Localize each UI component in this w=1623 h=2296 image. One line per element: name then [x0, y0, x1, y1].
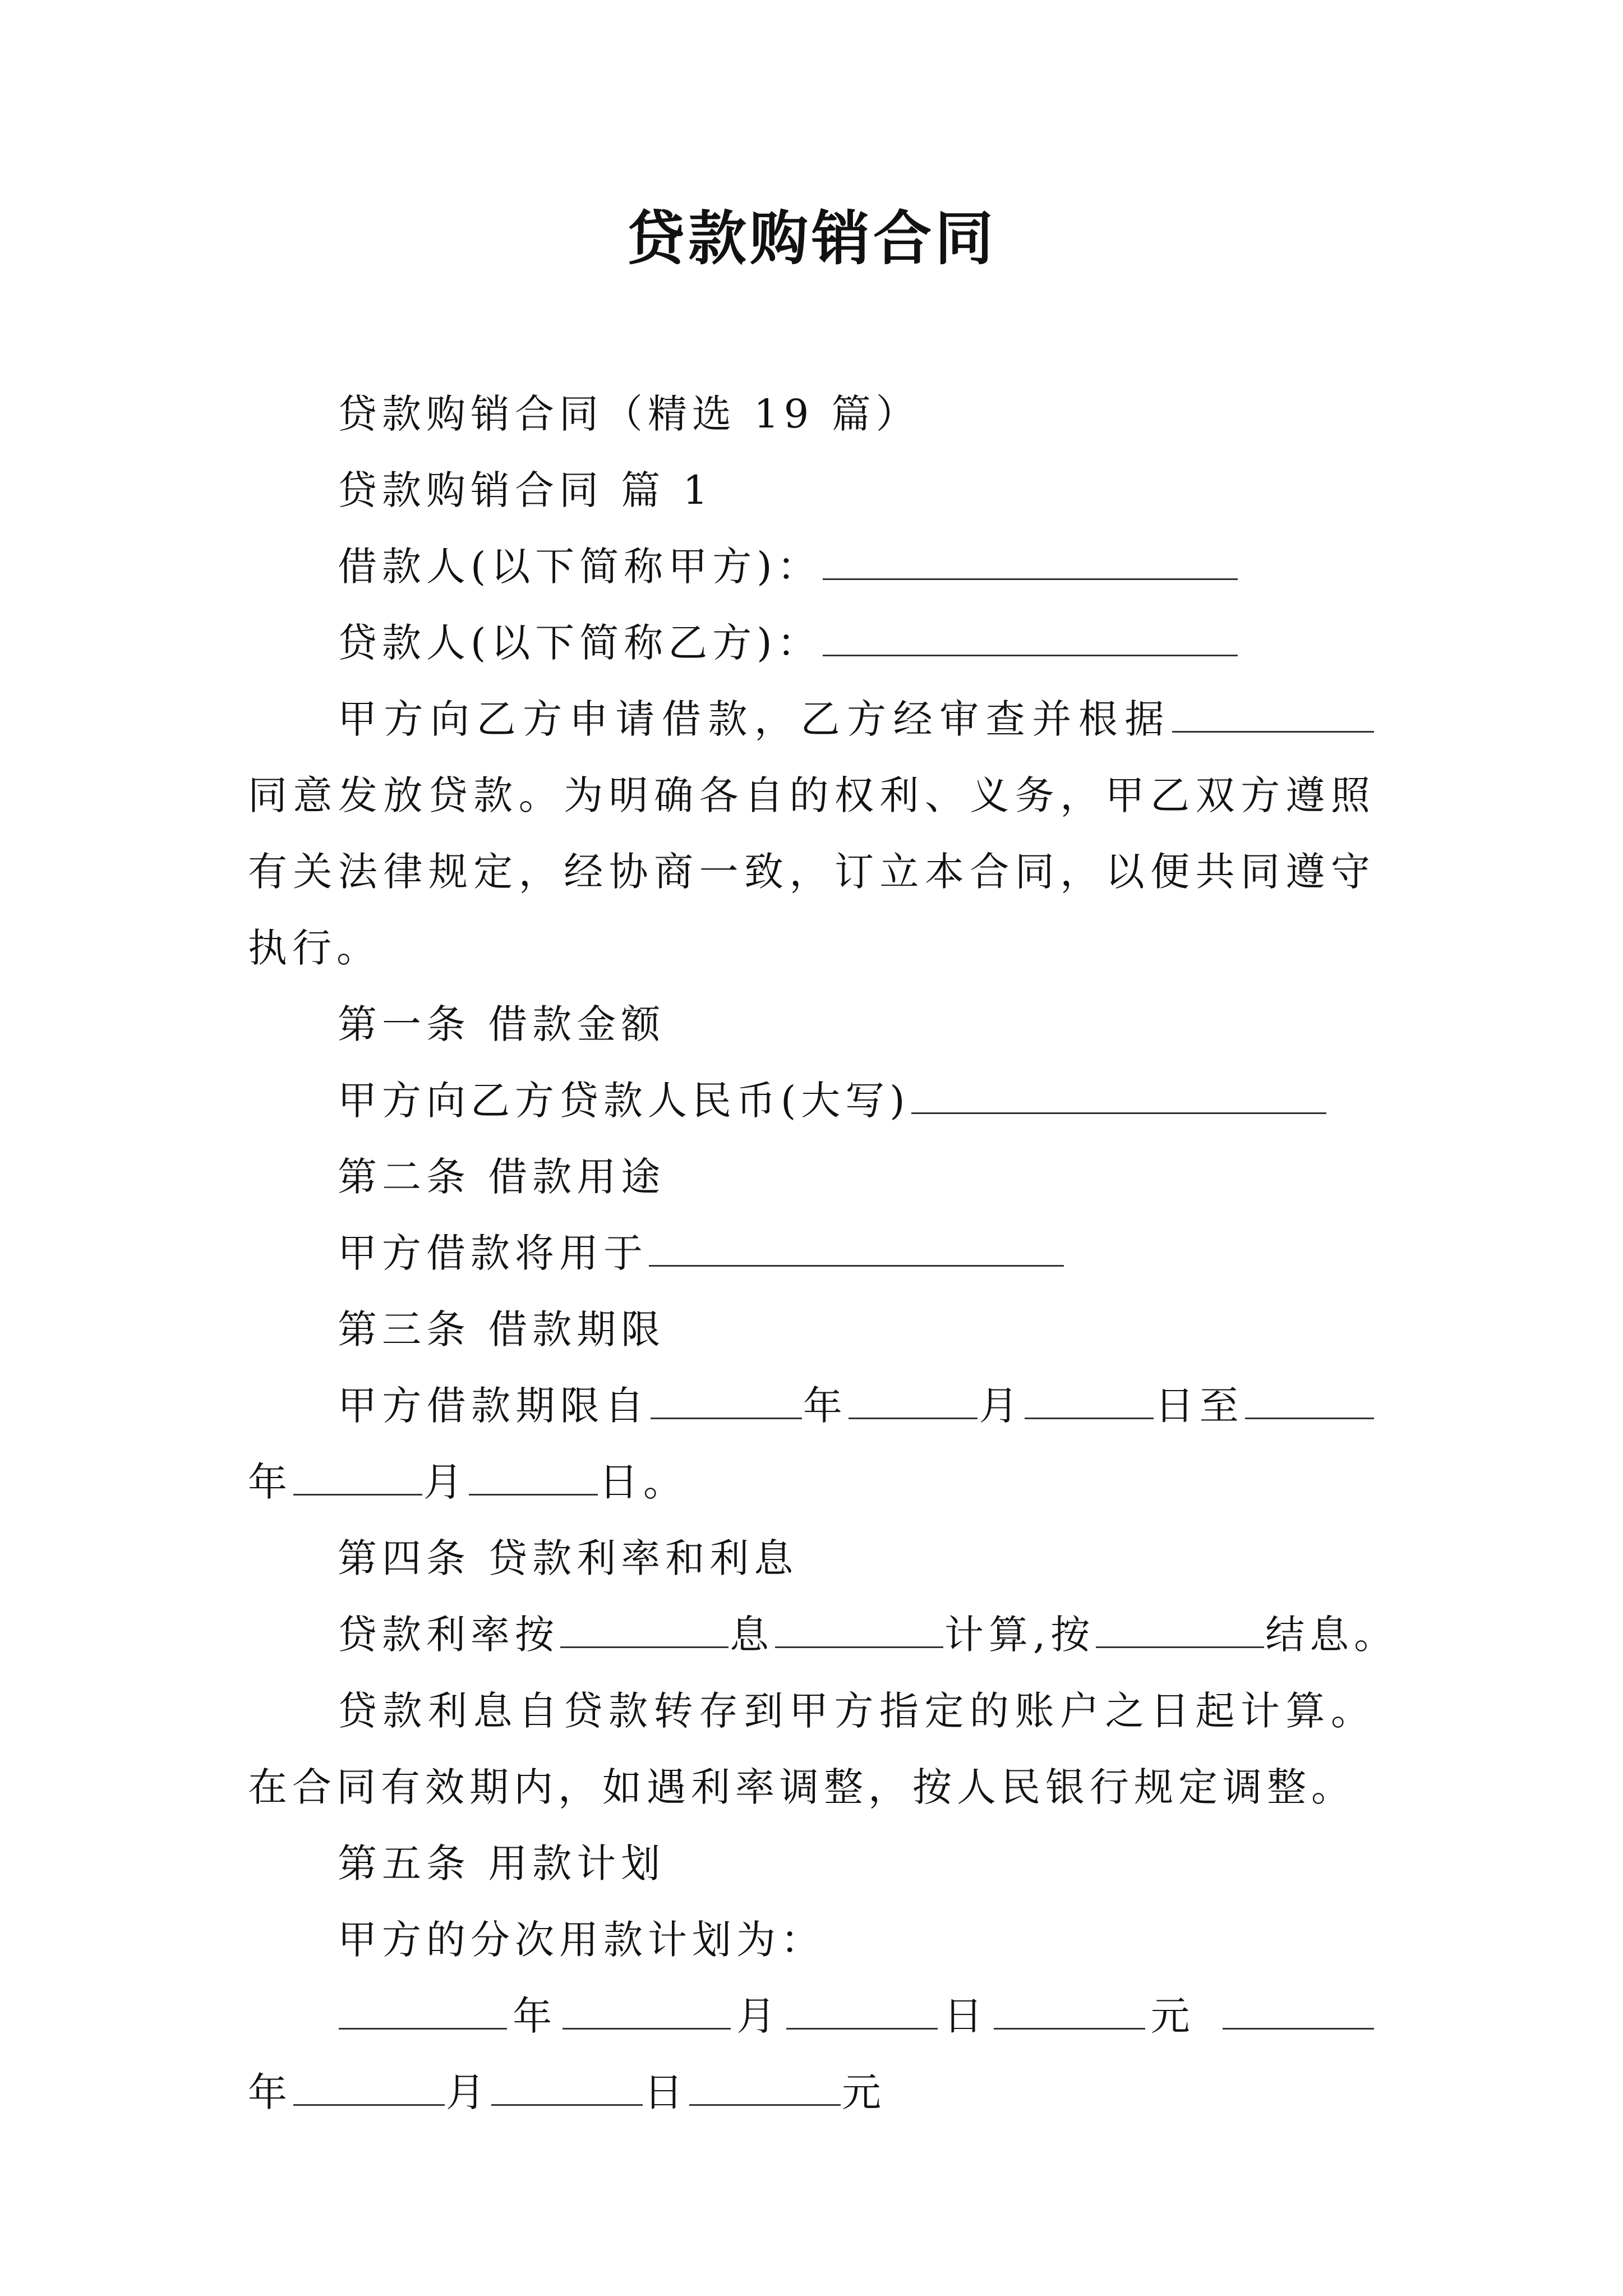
document-subtitle: 贷款购销合同（精选 19 篇） — [338, 391, 920, 437]
borrower-blank — [823, 546, 1238, 580]
year-label: 年 — [803, 1383, 848, 1429]
document-title: 贷款购销合同 — [626, 204, 997, 273]
lender-line — [248, 605, 1375, 681]
plan-year-label-2: 年 — [248, 2069, 292, 2115]
payment-plan-paragraph — [248, 1978, 1375, 2131]
loan-purpose-blank — [649, 1232, 1064, 1267]
interest-label: 息 — [730, 1612, 774, 1658]
article-4-heading: 第四条 贷款利率和利息 — [338, 1535, 799, 1581]
plan-month-blank — [562, 1995, 731, 2030]
end-year-blank — [1245, 1385, 1374, 1419]
loan-amount-label: 甲方向乙方贷款人民币(大写) — [338, 1078, 910, 1124]
rate-blank — [560, 1614, 728, 1648]
article-1-heading: 第一条 借款金额 — [338, 1001, 666, 1047]
lender-label: 贷款人(以下简称乙方)： — [338, 620, 822, 666]
term-from-label: 甲方借款期限自 — [338, 1383, 649, 1429]
plan-year-blank-2 — [1223, 1995, 1374, 2030]
month-label-2: 月 — [423, 1459, 468, 1505]
intro-paragraph — [248, 681, 1375, 986]
calc-label: 计算,按 — [944, 1612, 1095, 1658]
intro-text-a: 甲方向乙方申请借款，乙方经审查并根据 — [338, 696, 1171, 742]
plan-amount-blank-2 — [689, 2072, 841, 2106]
article-2-heading: 第二条 借款用途 — [338, 1154, 666, 1200]
plan-day-blank-2 — [491, 2072, 643, 2106]
basis-blank — [1172, 698, 1374, 733]
document-body — [248, 376, 1399, 2131]
borrower-line — [248, 528, 1375, 605]
lender-blank — [823, 622, 1238, 656]
day-to-label: 日至 — [1154, 1383, 1244, 1429]
plan-yuan-label-2: 元 — [842, 2069, 886, 2115]
month-label: 月 — [979, 1383, 1023, 1429]
article-3-paragraph — [248, 1368, 1375, 1520]
article-1-line — [248, 1062, 1375, 1139]
plan-day-label-2: 日 — [644, 2069, 688, 2115]
plan-day-label: 日 — [939, 1993, 993, 2039]
borrower-label: 借款人(以下简称甲方)： — [338, 544, 822, 590]
start-month-blank — [849, 1385, 978, 1419]
article-3-heading: 第三条 借款期限 — [338, 1306, 666, 1352]
rate-label: 贷款利率按 — [338, 1612, 559, 1658]
plan-amount-blank — [994, 1995, 1145, 2030]
article-5-heading: 第五条 用款计划 — [338, 1841, 666, 1887]
plan-month-label-2: 月 — [446, 2069, 490, 2115]
start-year-blank — [651, 1385, 802, 1419]
section-heading: 贷款购销合同 篇 1 — [338, 467, 713, 513]
plan-year-label: 年 — [508, 1993, 562, 2039]
article-4-paragraph-2: 贷款利息自贷款转存到甲方指定的账户之日起计算。在合同有效期内，如遇利率调整，按人民银行规定调整。 — [248, 1688, 1375, 1810]
article-2-line — [248, 1215, 1375, 1291]
loan-amount-blank — [911, 1080, 1326, 1114]
plan-year-blank — [339, 1995, 507, 2030]
article-5-line: 甲方的分次用款计划为： — [338, 1917, 825, 1963]
loan-purpose-label: 甲方借款将用于 — [338, 1230, 648, 1276]
settle-blank — [1096, 1614, 1264, 1648]
day-end-label: 日。 — [599, 1459, 688, 1505]
start-day-blank — [1025, 1385, 1154, 1419]
plan-month-label: 月 — [732, 1993, 786, 2039]
plan-yuan-label: 元 — [1146, 1993, 1200, 2039]
article-4-line — [248, 1596, 1399, 1673]
intro-text-b: 同意发放贷款。为明确各自的权利、义务，甲乙双方遵照有关法律规定，经协商一致，订立本合同，以便共同遵守执行。 — [248, 772, 1375, 971]
interest-blank — [775, 1614, 943, 1648]
end-month-blank — [293, 1461, 422, 1496]
year-label-2: 年 — [248, 1459, 292, 1505]
plan-month-blank-2 — [293, 2072, 445, 2106]
settle-label: 结息。 — [1265, 1612, 1399, 1658]
plan-day-blank — [786, 1995, 938, 2030]
end-day-blank — [469, 1461, 598, 1496]
